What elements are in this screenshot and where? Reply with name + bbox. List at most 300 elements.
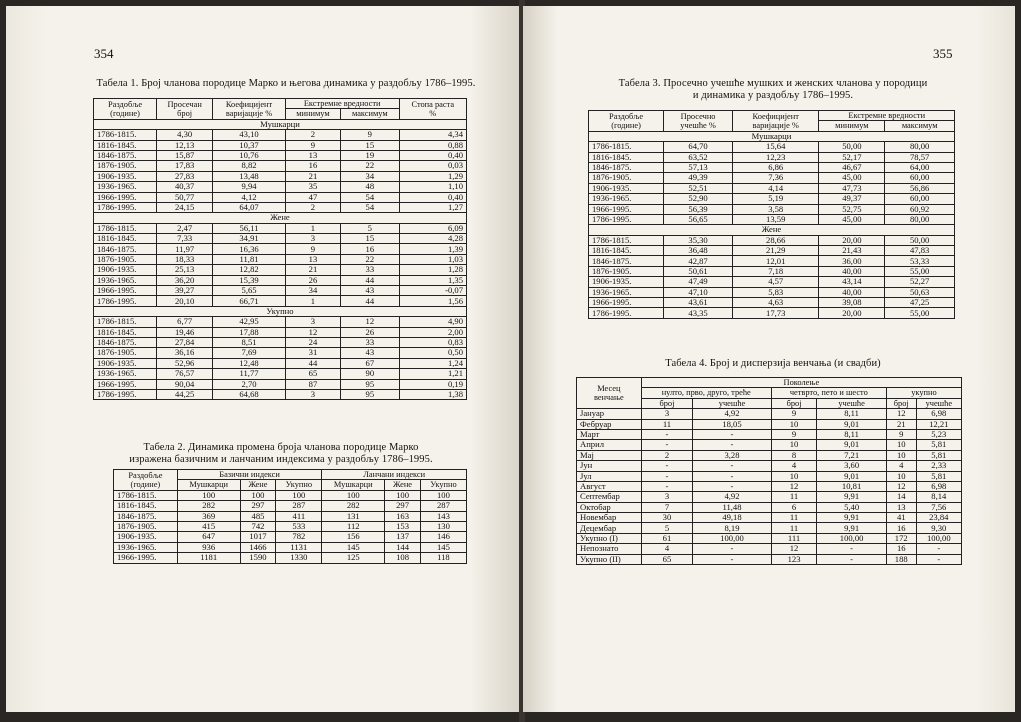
table-cell: 50,77 bbox=[157, 192, 213, 202]
table-row bbox=[589, 266, 955, 276]
table-cell: 282 bbox=[322, 501, 385, 511]
table-cell: 49,37 bbox=[819, 194, 885, 204]
table-cell: 54 bbox=[341, 192, 399, 202]
table-cell: 1786-1995. bbox=[589, 308, 664, 318]
table-cell: 1181 bbox=[177, 553, 240, 563]
table-cell: 2,47 bbox=[157, 223, 213, 233]
table-cell: 10,81 bbox=[817, 481, 887, 491]
table-row bbox=[94, 389, 467, 399]
table-cell: 131 bbox=[322, 511, 385, 521]
table-cell: 40,00 bbox=[819, 287, 885, 297]
header-share: учешће bbox=[817, 398, 887, 408]
table-cell: 95 bbox=[341, 389, 399, 399]
table-row bbox=[94, 296, 467, 306]
table-cell: 1 bbox=[285, 296, 340, 306]
table-cell: 1936-1965. bbox=[589, 194, 664, 204]
table-cell: - bbox=[641, 471, 693, 481]
table-cell: 63,52 bbox=[664, 152, 733, 162]
table-cell: 9 bbox=[285, 140, 340, 150]
table-row bbox=[589, 287, 955, 297]
table1 bbox=[93, 98, 467, 400]
table-cell: 42,95 bbox=[213, 317, 286, 327]
table-cell: 11 bbox=[771, 513, 817, 523]
header-gen-4-6: четврто, пето и шесто bbox=[771, 388, 886, 398]
header-avg: Просечно учешће % bbox=[664, 111, 733, 132]
table-cell: 11 bbox=[771, 492, 817, 502]
table-cell: 1936-1965. bbox=[114, 542, 178, 552]
table-row bbox=[577, 502, 962, 512]
table-row bbox=[589, 256, 955, 266]
table-cell: Фебруар bbox=[577, 419, 642, 429]
table-row bbox=[94, 286, 467, 296]
table-cell: 36,00 bbox=[819, 256, 885, 266]
table-cell: 64,68 bbox=[213, 389, 286, 399]
table-cell: 3 bbox=[285, 234, 340, 244]
table-cell: 28,66 bbox=[733, 235, 819, 245]
table3-caption: Табела 3. Просечно учешће мушких и женских чланова у породици и динамика у раздобљу 1786–1995. bbox=[618, 78, 928, 101]
table-cell: 100 bbox=[385, 490, 421, 500]
table-cell: - bbox=[693, 554, 772, 564]
table-cell: 52,27 bbox=[885, 277, 955, 287]
table-cell: 76,57 bbox=[157, 369, 213, 379]
table3-body bbox=[589, 131, 955, 318]
table-cell: 61 bbox=[641, 533, 693, 543]
table-cell: 20,00 bbox=[819, 308, 885, 318]
table-cell: 21 bbox=[285, 171, 340, 181]
section-title: Жене bbox=[589, 225, 955, 235]
table-cell: 100 bbox=[322, 490, 385, 500]
table-cell: 95 bbox=[341, 379, 399, 389]
table-cell: 31 bbox=[285, 348, 340, 358]
table-cell: 11 bbox=[771, 523, 817, 533]
table-cell: 16 bbox=[285, 161, 340, 171]
table-cell: 3 bbox=[641, 409, 693, 419]
table-cell: 0,83 bbox=[399, 337, 466, 347]
table-row bbox=[94, 182, 467, 192]
table-cell: 8,11 bbox=[817, 429, 887, 439]
table-cell: 12,82 bbox=[213, 265, 286, 275]
table-cell: 9,01 bbox=[817, 440, 887, 450]
header-rate: Стопа раста % bbox=[399, 99, 466, 120]
table-cell: 5,81 bbox=[916, 450, 961, 460]
table-cell: 10 bbox=[771, 419, 817, 429]
table-row bbox=[94, 234, 467, 244]
table-cell: 43 bbox=[341, 348, 399, 358]
table-row bbox=[577, 461, 962, 471]
table-cell: 1,38 bbox=[399, 389, 466, 399]
table-cell: 100,00 bbox=[693, 533, 772, 543]
table-cell: 11,81 bbox=[213, 254, 286, 264]
table-cell: 1,35 bbox=[399, 275, 466, 285]
table-cell: 1936-1965. bbox=[94, 275, 157, 285]
table-cell: 24 bbox=[285, 337, 340, 347]
table-cell: 30 bbox=[641, 513, 693, 523]
table-row bbox=[589, 162, 955, 172]
table-cell: 9,01 bbox=[817, 471, 887, 481]
table-cell: 43,35 bbox=[664, 308, 733, 318]
table-cell: 415 bbox=[177, 521, 240, 531]
table-cell: 56,39 bbox=[664, 204, 733, 214]
table-cell: 55,00 bbox=[885, 308, 955, 318]
table-cell: 90 bbox=[341, 369, 399, 379]
table-cell: 16,36 bbox=[213, 244, 286, 254]
table-cell: 1816-1845. bbox=[589, 152, 664, 162]
table-cell: 56,11 bbox=[213, 223, 286, 233]
table-cell: 8,82 bbox=[213, 161, 286, 171]
table-cell: 3 bbox=[285, 389, 340, 399]
table-cell: 90,04 bbox=[157, 379, 213, 389]
table-cell: 4,57 bbox=[733, 277, 819, 287]
table-row bbox=[589, 142, 955, 152]
table-cell: 52,75 bbox=[819, 204, 885, 214]
table-cell: - bbox=[693, 471, 772, 481]
table-cell: Јун bbox=[577, 461, 642, 471]
table-cell: 67 bbox=[341, 358, 399, 368]
table-cell: Мај bbox=[577, 450, 642, 460]
table-cell: 10 bbox=[886, 440, 916, 450]
table-cell: 18,05 bbox=[693, 419, 772, 429]
table-cell: 4 bbox=[886, 461, 916, 471]
table-cell: 24,15 bbox=[157, 202, 213, 212]
table-cell: 12,48 bbox=[213, 358, 286, 368]
table-cell: 1966-1995. bbox=[94, 286, 157, 296]
table-cell: 20,10 bbox=[157, 296, 213, 306]
header-period: Раздобље (године) bbox=[94, 99, 157, 120]
table-cell: 13,48 bbox=[213, 171, 286, 181]
header-coef: Коефицијент варијације % bbox=[213, 99, 286, 120]
table-cell: 13 bbox=[886, 502, 916, 512]
table-cell: Непознато bbox=[577, 544, 642, 554]
table-cell: 1,21 bbox=[399, 369, 466, 379]
table-row bbox=[94, 369, 467, 379]
table-cell: 146 bbox=[420, 532, 466, 542]
table-cell: 3,58 bbox=[733, 204, 819, 214]
table-cell: 10 bbox=[886, 450, 916, 460]
table-cell: 5,40 bbox=[817, 502, 887, 512]
table-cell: 9,91 bbox=[817, 492, 887, 502]
table4-caption: Табела 4. Број и дисперзија венчања (и свадби) bbox=[665, 358, 881, 369]
table2 bbox=[113, 469, 467, 564]
table-cell: 45,00 bbox=[819, 214, 885, 224]
table-cell: 1876-1905. bbox=[94, 254, 157, 264]
table-cell: 47 bbox=[285, 192, 340, 202]
table-row bbox=[577, 544, 962, 554]
table-cell: 143 bbox=[420, 511, 466, 521]
table-cell: 12,13 bbox=[157, 140, 213, 150]
table-cell: 4,63 bbox=[733, 298, 819, 308]
table-row bbox=[589, 246, 955, 256]
table-cell: 1846-1875. bbox=[589, 162, 664, 172]
table-row bbox=[94, 150, 467, 160]
table-cell: 111 bbox=[771, 533, 817, 543]
table-row bbox=[94, 223, 467, 233]
table-cell: 0,03 bbox=[399, 161, 466, 171]
table-cell: 1786-1815. bbox=[589, 235, 664, 245]
table-cell: 9 bbox=[341, 130, 399, 140]
table-cell: 5,23 bbox=[916, 429, 961, 439]
table-cell: - bbox=[641, 481, 693, 491]
table-cell: 1466 bbox=[240, 542, 276, 552]
table-row bbox=[589, 173, 955, 183]
table-row bbox=[577, 554, 962, 564]
table-cell: 9,91 bbox=[817, 523, 887, 533]
table-cell: 1846-1875. bbox=[114, 511, 178, 521]
table-cell: 36,48 bbox=[664, 246, 733, 256]
table-cell: 21 bbox=[285, 265, 340, 275]
table-cell: 15,87 bbox=[157, 150, 213, 160]
table-cell: 35,30 bbox=[664, 235, 733, 245]
table-cell: 6,77 bbox=[157, 317, 213, 327]
table-cell: - bbox=[693, 544, 772, 554]
table-cell: 47,83 bbox=[885, 246, 955, 256]
table-cell: 60,00 bbox=[885, 194, 955, 204]
table-cell: 0,50 bbox=[399, 348, 466, 358]
header-gen-total: укупно bbox=[886, 388, 961, 398]
table-row bbox=[589, 194, 955, 204]
table-cell: 1906-1935. bbox=[114, 532, 178, 542]
header-avg: Просечан број bbox=[157, 99, 213, 120]
table-cell: 9,94 bbox=[213, 182, 286, 192]
table-cell: Укупно (II) bbox=[577, 554, 642, 564]
table-cell: 485 bbox=[240, 511, 276, 521]
table-cell: 3,60 bbox=[817, 461, 887, 471]
table-cell: 12,21 bbox=[916, 419, 961, 429]
table-cell: 1786-1815. bbox=[94, 223, 157, 233]
table-cell: 4,90 bbox=[399, 317, 466, 327]
header-gen-0-3: нулто, прво, друго, треће bbox=[641, 388, 771, 398]
table-cell: 15 bbox=[341, 140, 399, 150]
table-cell: 52,96 bbox=[157, 358, 213, 368]
table-cell: 9 bbox=[771, 409, 817, 419]
table-row bbox=[94, 275, 467, 285]
table-cell: 49,39 bbox=[664, 173, 733, 183]
table-row bbox=[589, 277, 955, 287]
table-cell: 1,03 bbox=[399, 254, 466, 264]
table-cell: 118 bbox=[420, 553, 466, 563]
table-cell: 130 bbox=[420, 521, 466, 531]
table-cell: 287 bbox=[420, 501, 466, 511]
table-cell: 23,84 bbox=[916, 513, 961, 523]
table-cell: 6 bbox=[771, 502, 817, 512]
table-row bbox=[589, 298, 955, 308]
table-row bbox=[577, 533, 962, 543]
table-cell: 43,10 bbox=[213, 130, 286, 140]
table-row bbox=[94, 161, 467, 171]
table-cell: 21 bbox=[886, 419, 916, 429]
table-cell: 11,77 bbox=[213, 369, 286, 379]
header-women: Жене bbox=[385, 480, 421, 490]
header-max: максимум bbox=[885, 121, 955, 131]
table-row bbox=[94, 265, 467, 275]
table-cell: 1786-1815. bbox=[94, 317, 157, 327]
table-cell: 2 bbox=[641, 450, 693, 460]
table-cell: - bbox=[693, 481, 772, 491]
table-cell: 145 bbox=[420, 542, 466, 552]
table-cell: 172 bbox=[886, 533, 916, 543]
table-cell: 17,88 bbox=[213, 327, 286, 337]
table-cell: - bbox=[641, 440, 693, 450]
table-cell: 13 bbox=[285, 150, 340, 160]
table-row bbox=[577, 471, 962, 481]
table-cell: 8 bbox=[771, 450, 817, 460]
table-cell: 16 bbox=[886, 544, 916, 554]
header-min: минимум bbox=[285, 109, 340, 119]
table-cell: 64,07 bbox=[213, 202, 286, 212]
table-row bbox=[577, 429, 962, 439]
table-cell: 1816-1845. bbox=[94, 234, 157, 244]
table-row bbox=[114, 532, 467, 542]
table-cell: 533 bbox=[276, 521, 322, 531]
table-cell: 54 bbox=[341, 202, 399, 212]
table-cell: 2,33 bbox=[916, 461, 961, 471]
table-cell: 153 bbox=[385, 521, 421, 531]
table-cell: 100,00 bbox=[916, 533, 961, 543]
table-cell: 33 bbox=[341, 337, 399, 347]
table-row bbox=[577, 450, 962, 460]
table-cell: 137 bbox=[385, 532, 421, 542]
table4-body bbox=[577, 409, 962, 565]
table-cell: 46,67 bbox=[819, 162, 885, 172]
table-cell: 145 bbox=[322, 542, 385, 552]
table-cell: - bbox=[693, 429, 772, 439]
table-cell: 50,61 bbox=[664, 266, 733, 276]
table-cell: 64,00 bbox=[885, 162, 955, 172]
table-cell: 39,08 bbox=[819, 298, 885, 308]
table-cell: 34 bbox=[285, 286, 340, 296]
table-cell: 1966-1995. bbox=[114, 553, 178, 563]
table-cell: - bbox=[641, 461, 693, 471]
table-row bbox=[577, 513, 962, 523]
table-cell: 1,28 bbox=[399, 265, 466, 275]
table-cell: 14 bbox=[886, 492, 916, 502]
table-cell: 6,09 bbox=[399, 223, 466, 233]
table-cell: 4,34 bbox=[399, 130, 466, 140]
table-row bbox=[94, 358, 467, 368]
table-cell: 9,91 bbox=[817, 513, 887, 523]
table-row bbox=[577, 481, 962, 491]
table-cell: 1,39 bbox=[399, 244, 466, 254]
table-cell: 11,48 bbox=[693, 502, 772, 512]
table2-body bbox=[114, 490, 467, 563]
table-cell: 0,40 bbox=[399, 150, 466, 160]
table-cell: 53,33 bbox=[885, 256, 955, 266]
table-cell: 11 bbox=[641, 419, 693, 429]
table-cell: 44 bbox=[341, 275, 399, 285]
table1-body bbox=[94, 119, 467, 400]
table-cell: 15 bbox=[341, 234, 399, 244]
table-row bbox=[589, 204, 955, 214]
table-cell: 18,33 bbox=[157, 254, 213, 264]
table-cell: 287 bbox=[276, 501, 322, 511]
table-cell: 48 bbox=[341, 182, 399, 192]
table-cell: 100 bbox=[276, 490, 322, 500]
table-row bbox=[577, 523, 962, 533]
table-cell: 17,83 bbox=[157, 161, 213, 171]
table-cell: 36,20 bbox=[157, 275, 213, 285]
table-cell: 1906-1935. bbox=[94, 265, 157, 275]
table-row bbox=[577, 440, 962, 450]
table-cell: 5,19 bbox=[733, 194, 819, 204]
table-cell: 0,40 bbox=[399, 192, 466, 202]
table-cell: 782 bbox=[276, 532, 322, 542]
table-cell: Децембар bbox=[577, 523, 642, 533]
header-total: Укупно bbox=[420, 480, 466, 490]
table-cell: 188 bbox=[886, 554, 916, 564]
table-cell: 8,19 bbox=[693, 523, 772, 533]
table-cell: 65 bbox=[285, 369, 340, 379]
table-cell: 1966-1995. bbox=[589, 204, 664, 214]
table-row bbox=[94, 202, 467, 212]
table-cell: 33 bbox=[341, 265, 399, 275]
table-cell: 44 bbox=[285, 358, 340, 368]
table2-caption: Табела 2. Динамика промена броја чланова породице Марко изражена базичним и ланчаним индексима у раздобљу 1786–1995. bbox=[129, 442, 433, 465]
table-cell: 1906-1935. bbox=[589, 183, 664, 193]
header-max: максимум bbox=[341, 109, 399, 119]
right-page bbox=[523, 6, 1015, 712]
table-cell: 1786-1815. bbox=[94, 130, 157, 140]
section-title: Мушкарци bbox=[94, 119, 467, 129]
table-cell: Март bbox=[577, 429, 642, 439]
table-row bbox=[94, 130, 467, 140]
table-cell: 44,25 bbox=[157, 389, 213, 399]
table-cell: 282 bbox=[177, 501, 240, 511]
table-cell: 12 bbox=[886, 409, 916, 419]
table-cell: 6,86 bbox=[733, 162, 819, 172]
table-cell: 12 bbox=[886, 481, 916, 491]
table-cell: 45,00 bbox=[819, 173, 885, 183]
table-cell: 52,90 bbox=[664, 194, 733, 204]
table-cell: 125 bbox=[322, 553, 385, 563]
header-month: Месец венчање bbox=[577, 378, 642, 409]
table-cell: 5,81 bbox=[916, 471, 961, 481]
table-cell: - bbox=[916, 554, 961, 564]
table-cell: 1876-1905. bbox=[589, 266, 664, 276]
table-cell: 1330 bbox=[276, 553, 322, 563]
table-cell: 21,43 bbox=[819, 246, 885, 256]
table-cell: 1,29 bbox=[399, 171, 466, 181]
header-extreme: Екстремне вредности bbox=[819, 111, 955, 121]
table-row bbox=[589, 308, 955, 318]
table-cell: 1966-1995. bbox=[94, 192, 157, 202]
header-count: број bbox=[771, 398, 817, 408]
table-cell: - bbox=[641, 429, 693, 439]
table-cell: - bbox=[817, 544, 887, 554]
section-row bbox=[589, 225, 955, 235]
page-number: 354 bbox=[94, 46, 114, 61]
table-cell: 9 bbox=[771, 429, 817, 439]
table-cell: 9,30 bbox=[916, 523, 961, 533]
table-cell: Октобар bbox=[577, 502, 642, 512]
table-cell: 0,19 bbox=[399, 379, 466, 389]
table-cell: 1876-1905. bbox=[114, 521, 178, 531]
table-row bbox=[114, 521, 467, 531]
header-coef: Коефицијент варијације % bbox=[733, 111, 819, 132]
section-row bbox=[94, 119, 467, 129]
table-cell: Август bbox=[577, 481, 642, 491]
table-cell: 8,14 bbox=[916, 492, 961, 502]
table-cell: 50,00 bbox=[819, 142, 885, 152]
table-cell: 56,65 bbox=[664, 214, 733, 224]
table-cell: 1786-1815. bbox=[114, 490, 178, 500]
table-cell: 12 bbox=[771, 481, 817, 491]
table-cell: -0,07 bbox=[399, 286, 466, 296]
header-share: учешће bbox=[916, 398, 961, 408]
section-row bbox=[94, 306, 467, 316]
table-cell: 647 bbox=[177, 532, 240, 542]
table-cell: 47,49 bbox=[664, 277, 733, 287]
table-row bbox=[114, 511, 467, 521]
table-cell: 20,00 bbox=[819, 235, 885, 245]
